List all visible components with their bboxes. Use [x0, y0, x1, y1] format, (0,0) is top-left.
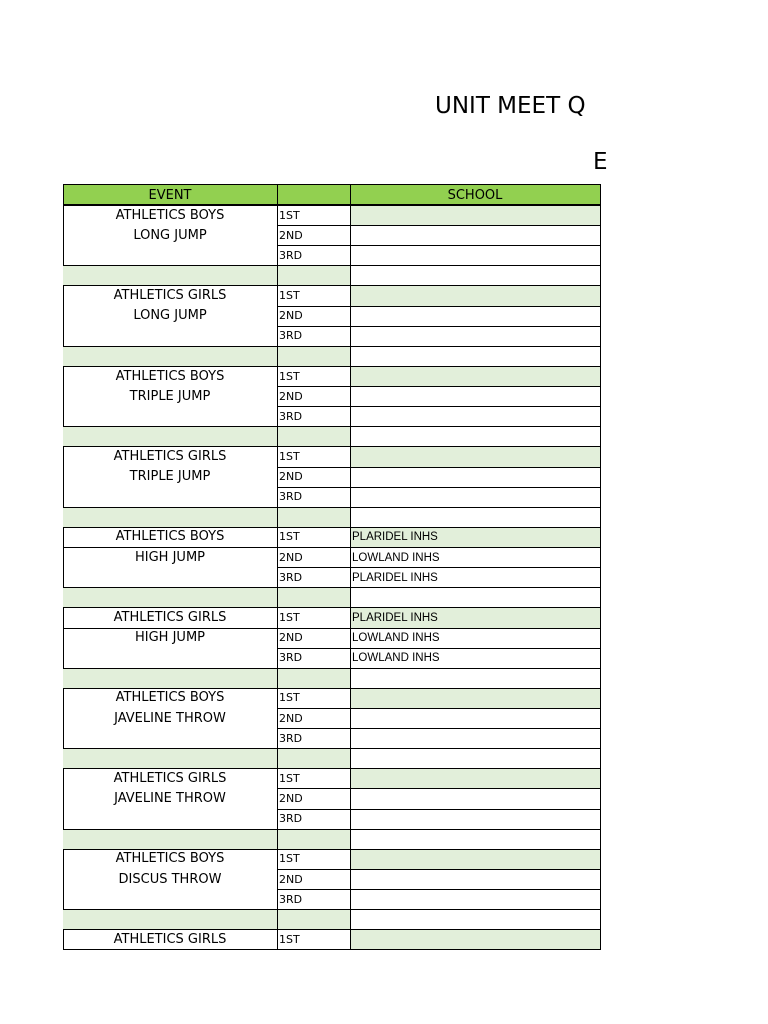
grid-line [350, 446, 351, 507]
grid-line [350, 929, 351, 950]
place-label: 3RD [279, 892, 303, 906]
school-cell [351, 246, 600, 265]
place-label: 3RD [279, 409, 303, 423]
place-label: 3RD [279, 731, 303, 745]
place-label: 2ND [279, 711, 303, 725]
header-school: SCHOOL [350, 185, 600, 205]
grid-line [350, 768, 351, 829]
spacer-row [63, 830, 350, 849]
grid-line [600, 366, 601, 427]
grid-line [600, 527, 601, 588]
spacer-row [63, 427, 350, 446]
grid-line [63, 949, 277, 950]
grid-line [63, 446, 601, 447]
spacer-row [63, 347, 350, 366]
grid-line [600, 929, 601, 950]
grid-line [63, 366, 64, 427]
grid-line [277, 688, 278, 749]
place-label: 1ST [279, 289, 300, 303]
grid-line [277, 748, 278, 768]
grid-line [600, 607, 601, 668]
grid-line [350, 668, 351, 688]
place-label: 2ND [279, 631, 303, 645]
page-title: UNIT MEET Q [435, 93, 586, 119]
header-event: EVENT [63, 185, 277, 205]
grid-line [600, 184, 601, 205]
spacer-row [63, 669, 350, 688]
place-label: 3RD [279, 490, 303, 504]
event-name: LONG JUMP [133, 308, 207, 324]
school-cell [351, 367, 600, 386]
school-cell: PLARIDEL INHS [352, 571, 438, 584]
grid-line [277, 507, 278, 527]
place-label: 1ST [279, 771, 300, 785]
grid-line [277, 285, 278, 346]
event-name: HIGH JUMP [135, 630, 205, 646]
grid-line [600, 849, 601, 910]
grid-line [63, 688, 601, 689]
place-label: 2ND [279, 792, 303, 806]
place-label: 2ND [279, 470, 303, 484]
place-label: 3RD [279, 570, 303, 584]
grid-line [63, 688, 64, 749]
grid-line [350, 184, 351, 205]
event-name: ATHLETICS BOYS [115, 368, 225, 384]
grid-line [277, 265, 278, 285]
event-name: TRIPLE JUMP [129, 388, 211, 404]
school-cell [351, 468, 600, 487]
school-cell: LOWLAND INHS [352, 652, 440, 665]
grid-line [350, 587, 351, 607]
grid-line [600, 205, 601, 266]
school-cell [351, 307, 600, 326]
place-label: 1ST [279, 852, 300, 866]
grid-line [277, 768, 278, 829]
grid-line [350, 748, 351, 768]
place-label: 2ND [279, 309, 303, 323]
grid-line [600, 426, 601, 446]
school-cell [351, 689, 600, 708]
grid-line [277, 829, 278, 849]
school-cell [351, 789, 600, 808]
grid-line [63, 184, 601, 185]
grid-line [63, 205, 601, 206]
grid-line [350, 849, 351, 910]
event-name: LONG JUMP [133, 227, 207, 243]
grid-line [277, 426, 278, 446]
school-cell [351, 488, 600, 507]
event-name: DISCUS THROW [118, 871, 222, 887]
grid-line [600, 688, 601, 749]
event-name: ATHLETICS GIRLS [113, 609, 227, 625]
grid-line [63, 527, 64, 588]
grid-line [350, 205, 351, 266]
grid-line [63, 768, 601, 769]
school-cell [351, 286, 600, 305]
grid-line [63, 768, 64, 829]
school-cell: LOWLAND INHS [352, 632, 440, 645]
grid-line [277, 929, 278, 950]
event-name: ATHLETICS GIRLS [113, 288, 227, 304]
place-label: 1ST [279, 932, 300, 946]
place-label: 2ND [279, 872, 303, 886]
grid-line [63, 547, 277, 548]
grid-line [63, 849, 64, 910]
grid-line [63, 607, 64, 668]
grid-line [350, 607, 351, 668]
grid-line [600, 446, 601, 507]
grid-line [63, 366, 601, 367]
event-name: ATHLETICS GIRLS [113, 770, 227, 786]
grid-line [600, 507, 601, 527]
grid-line [350, 507, 351, 527]
school-cell [351, 447, 600, 466]
place-label: 3RD [279, 329, 303, 343]
grid-line [350, 829, 351, 849]
grid-line [350, 909, 351, 929]
school-cell [351, 729, 600, 748]
grid-line [63, 285, 64, 346]
grid-line [277, 346, 278, 366]
spacer-row [63, 266, 350, 285]
school-cell [351, 387, 600, 406]
place-label: 3RD [279, 248, 303, 262]
event-name: JAVELINE THROW [114, 710, 226, 726]
grid-line [600, 668, 601, 688]
grid-line [63, 607, 601, 608]
grid-line [277, 587, 278, 607]
event-name: TRIPLE JUMP [129, 469, 211, 485]
spacer-row [63, 508, 350, 527]
grid-line [63, 446, 64, 507]
event-name: ATHLETICS BOYS [115, 851, 225, 867]
school-cell [351, 850, 600, 869]
grid-line [600, 768, 601, 829]
grid-line [277, 446, 278, 507]
grid-line [277, 668, 278, 688]
grid-line [277, 607, 278, 668]
place-label: 1ST [279, 691, 300, 705]
spacer-row [63, 910, 350, 929]
grid-line [63, 628, 277, 629]
header-place [277, 185, 350, 205]
school-cell [351, 769, 600, 788]
place-label: 2ND [279, 228, 303, 242]
place-label: 3RD [279, 651, 303, 665]
school-cell [351, 709, 600, 728]
school-cell [351, 930, 600, 949]
event-name: ATHLETICS GIRLS [113, 931, 227, 947]
grid-line [277, 184, 278, 205]
page-subtitle: E [593, 149, 608, 175]
spacer-row [63, 749, 350, 768]
event-name: HIGH JUMP [135, 549, 205, 565]
grid-line [350, 265, 351, 285]
grid-line [600, 265, 601, 285]
grid-line [63, 849, 601, 850]
school-cell [351, 870, 600, 889]
school-cell: PLARIDEL INHS [351, 528, 600, 547]
school-cell [351, 226, 600, 245]
place-label: 3RD [279, 812, 303, 826]
school-cell [351, 206, 600, 225]
grid-line [350, 285, 351, 346]
school-cell [351, 810, 600, 829]
event-name: JAVELINE THROW [114, 791, 226, 807]
place-label: 1ST [279, 369, 300, 383]
grid-line [600, 829, 601, 849]
event-name: ATHLETICS BOYS [115, 207, 225, 223]
grid-line [277, 366, 278, 427]
grid-line [277, 849, 278, 910]
school-cell [351, 407, 600, 426]
place-label: 1ST [279, 610, 300, 624]
grid-line [277, 205, 278, 266]
school-cell: LOWLAND INHS [352, 551, 440, 564]
grid-line [600, 346, 601, 366]
grid-line [63, 527, 601, 528]
school-cell: PLARIDEL INHS [351, 608, 600, 627]
school-cell [351, 327, 600, 346]
place-label: 2ND [279, 389, 303, 403]
grid-line [63, 929, 601, 930]
event-name: ATHLETICS BOYS [115, 690, 225, 706]
grid-line [600, 909, 601, 929]
grid-line [277, 949, 601, 950]
event-name: ATHLETICS BOYS [115, 529, 225, 545]
place-label: 1ST [279, 449, 300, 463]
grid-line [600, 587, 601, 607]
grid-line [350, 346, 351, 366]
place-label: 1ST [279, 208, 300, 222]
place-label: 2ND [279, 550, 303, 564]
grid-line [63, 285, 601, 286]
grid-line [63, 929, 64, 950]
grid-line [277, 909, 278, 929]
grid-line [350, 366, 351, 427]
spacer-row [63, 588, 350, 607]
grid-line [350, 688, 351, 749]
grid-line [600, 748, 601, 768]
event-name: ATHLETICS GIRLS [113, 448, 227, 464]
grid-line [277, 527, 278, 588]
school-cell [351, 890, 600, 909]
grid-line [63, 184, 64, 205]
grid-line [63, 205, 64, 266]
place-label: 1ST [279, 530, 300, 544]
grid-line [350, 426, 351, 446]
grid-line [350, 527, 351, 588]
grid-line [600, 285, 601, 346]
